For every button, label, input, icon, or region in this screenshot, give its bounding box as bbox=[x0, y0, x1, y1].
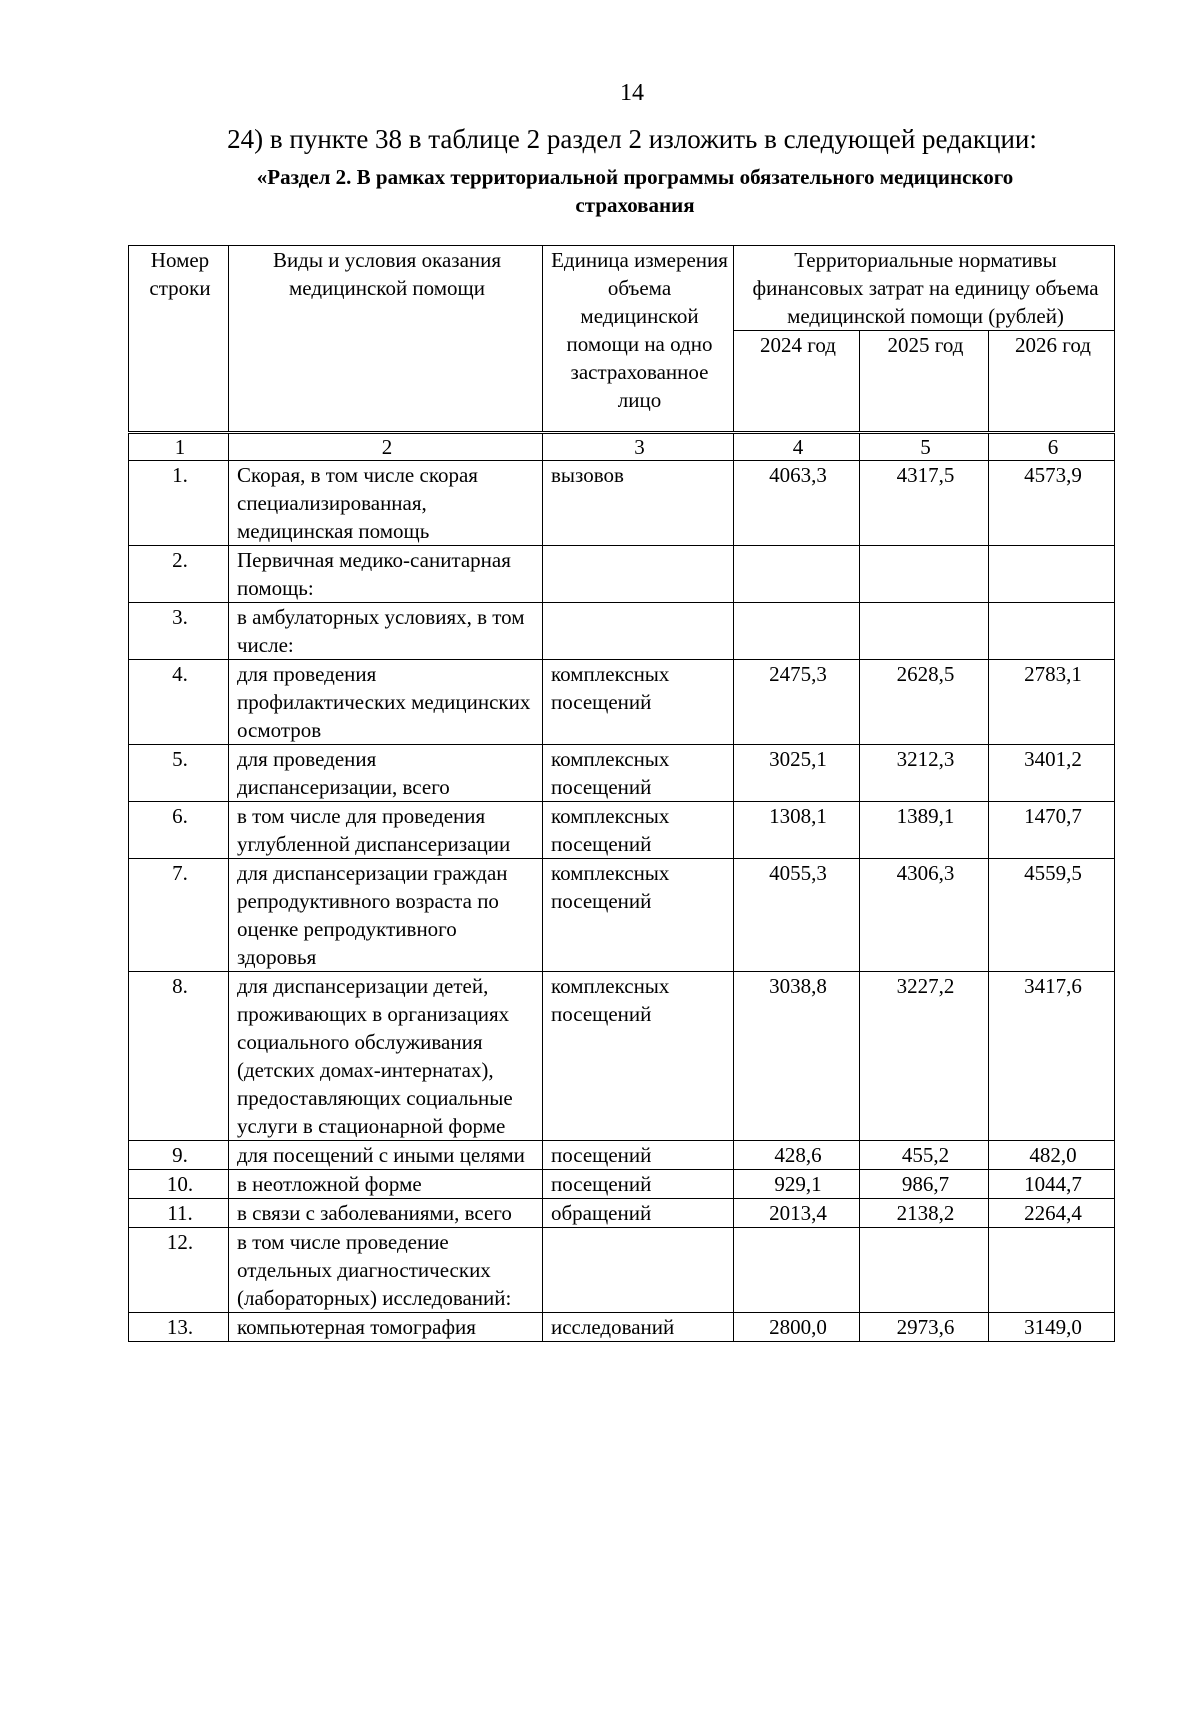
column-number: 2 bbox=[229, 433, 543, 461]
row-number-cell: 13. bbox=[129, 1313, 229, 1342]
header-row-number: Номер строки bbox=[129, 246, 229, 433]
unit-cell: комплексных посещений bbox=[543, 745, 734, 802]
row-number-cell: 4. bbox=[129, 660, 229, 745]
unit-cell: комплексных посещений bbox=[543, 859, 734, 972]
value-2024-cell: 428,6 bbox=[734, 1141, 860, 1170]
column-number: 6 bbox=[989, 433, 1115, 461]
value-2025-cell: 4317,5 bbox=[860, 461, 989, 546]
table-row bbox=[129, 1313, 1115, 1342]
unit-cell: комплексных посещений bbox=[543, 802, 734, 859]
table-row bbox=[129, 802, 1115, 859]
amendment-instruction: 24) в пункте 38 в таблице 2 раздел 2 изложить в следующей редакции: bbox=[227, 124, 1037, 154]
table-row bbox=[129, 745, 1115, 802]
row-number-cell: 8. bbox=[129, 972, 229, 1141]
care-type-cell: в том числе для проведения углубленной диспансеризации bbox=[229, 802, 543, 859]
row-number-cell: 10. bbox=[129, 1170, 229, 1199]
value-2026-cell: 1044,7 bbox=[989, 1170, 1115, 1199]
value-2025-cell bbox=[860, 1228, 989, 1313]
care-type-cell: для проведения диспансеризации, всего bbox=[229, 745, 543, 802]
row-number-cell: 3. bbox=[129, 603, 229, 660]
value-2026-cell: 3417,6 bbox=[989, 972, 1115, 1141]
care-type-cell: Первичная медико-санитарная помощь: bbox=[229, 546, 543, 603]
care-type-cell: для диспансеризации граждан репродуктивного возраста по оценке репродуктивного здоровья bbox=[229, 859, 543, 972]
value-2024-cell: 4055,3 bbox=[734, 859, 860, 972]
value-2026-cell: 2783,1 bbox=[989, 660, 1115, 745]
value-2024-cell: 2800,0 bbox=[734, 1313, 860, 1342]
value-2026-cell: 3401,2 bbox=[989, 745, 1115, 802]
value-2024-cell bbox=[734, 546, 860, 603]
value-2025-cell: 2628,5 bbox=[860, 660, 989, 745]
value-2024-cell: 3025,1 bbox=[734, 745, 860, 802]
value-2025-cell: 986,7 bbox=[860, 1170, 989, 1199]
value-2025-cell: 3227,2 bbox=[860, 972, 989, 1141]
value-2026-cell bbox=[989, 1228, 1115, 1313]
unit-cell: вызовов bbox=[543, 461, 734, 546]
table-row bbox=[129, 859, 1115, 972]
section-title-line-2: страхования bbox=[575, 193, 695, 217]
value-2024-cell bbox=[734, 603, 860, 660]
value-2025-cell: 2973,6 bbox=[860, 1313, 989, 1342]
table-row bbox=[129, 1228, 1115, 1313]
column-numbers-row bbox=[129, 433, 1115, 461]
value-2024-cell bbox=[734, 1228, 860, 1313]
value-2026-cell: 4573,9 bbox=[989, 461, 1115, 546]
unit-cell: посещений bbox=[543, 1170, 734, 1199]
value-2024-cell: 1308,1 bbox=[734, 802, 860, 859]
section-title bbox=[190, 163, 1080, 219]
unit-cell: исследований bbox=[543, 1313, 734, 1342]
row-number-cell: 9. bbox=[129, 1141, 229, 1170]
value-2026-cell: 4559,5 bbox=[989, 859, 1115, 972]
column-number: 4 bbox=[734, 433, 860, 461]
value-2025-cell: 1389,1 bbox=[860, 802, 989, 859]
table-row bbox=[129, 1170, 1115, 1199]
header-year-2026: 2026 год bbox=[989, 331, 1115, 433]
value-2025-cell: 2138,2 bbox=[860, 1199, 989, 1228]
value-2025-cell: 3212,3 bbox=[860, 745, 989, 802]
value-2025-cell bbox=[860, 603, 989, 660]
column-number: 3 bbox=[543, 433, 734, 461]
care-type-cell: в связи с заболеваниями, всего bbox=[229, 1199, 543, 1228]
value-2025-cell: 455,2 bbox=[860, 1141, 989, 1170]
value-2024-cell: 2013,4 bbox=[734, 1199, 860, 1228]
care-type-cell: компьютерная томография bbox=[229, 1313, 543, 1342]
column-number: 1 bbox=[129, 433, 229, 461]
value-2026-cell: 482,0 bbox=[989, 1141, 1115, 1170]
unit-cell: обращений bbox=[543, 1199, 734, 1228]
value-2024-cell: 3038,8 bbox=[734, 972, 860, 1141]
column-number: 5 bbox=[860, 433, 989, 461]
value-2025-cell bbox=[860, 546, 989, 603]
header-types: Виды и условия оказания медицинской помощи bbox=[229, 246, 543, 433]
value-2026-cell: 2264,4 bbox=[989, 1199, 1115, 1228]
table-row bbox=[129, 546, 1115, 603]
row-number-cell: 1. bbox=[129, 461, 229, 546]
care-type-cell: в неотложной форме bbox=[229, 1170, 543, 1199]
header-unit: Единица измерения объема медицинской помощи на одно застрахованное лицо bbox=[543, 246, 734, 433]
value-2026-cell: 3149,0 bbox=[989, 1313, 1115, 1342]
header-year-2025: 2025 год bbox=[860, 331, 989, 433]
care-type-cell: Скорая, в том числе скорая специализированная, медицинская помощь bbox=[229, 461, 543, 546]
row-number-cell: 7. bbox=[129, 859, 229, 972]
header-norms: Территориальные нормативы финансовых затрат на единицу объема медицинской помощи (рублей) bbox=[734, 246, 1115, 331]
value-2026-cell bbox=[989, 546, 1115, 603]
unit-cell: комплексных посещений bbox=[543, 972, 734, 1141]
value-2025-cell: 4306,3 bbox=[860, 859, 989, 972]
table-row bbox=[129, 1141, 1115, 1170]
page-number: 14 bbox=[620, 80, 644, 106]
table-row bbox=[129, 1199, 1115, 1228]
value-2026-cell: 1470,7 bbox=[989, 802, 1115, 859]
header-year-2024: 2024 год bbox=[734, 331, 860, 433]
care-type-cell: для посещений с иными целями bbox=[229, 1141, 543, 1170]
value-2024-cell: 4063,3 bbox=[734, 461, 860, 546]
unit-cell: посещений bbox=[543, 1141, 734, 1170]
financial-norms-table bbox=[128, 245, 1115, 1342]
care-type-cell: для проведения профилактических медицинских осмотров bbox=[229, 660, 543, 745]
unit-cell bbox=[543, 603, 734, 660]
care-type-cell: в амбулаторных условиях, в том числе: bbox=[229, 603, 543, 660]
unit-cell bbox=[543, 1228, 734, 1313]
section-title-line-1: «Раздел 2. В рамках территориальной программы обязательного медицинского bbox=[256, 165, 1014, 189]
value-2024-cell: 929,1 bbox=[734, 1170, 860, 1199]
value-2024-cell: 2475,3 bbox=[734, 660, 860, 745]
value-2026-cell bbox=[989, 603, 1115, 660]
row-number-cell: 5. bbox=[129, 745, 229, 802]
table-row bbox=[129, 461, 1115, 546]
table-row bbox=[129, 603, 1115, 660]
care-type-cell: для диспансеризации детей, проживающих в организациях социального обслуживания (детских домах-интернатах), предоставляющих социальные услуги в стационарной форме bbox=[229, 972, 543, 1141]
unit-cell bbox=[543, 546, 734, 603]
row-number-cell: 12. bbox=[129, 1228, 229, 1313]
unit-cell: комплексных посещений bbox=[543, 660, 734, 745]
table-row bbox=[129, 660, 1115, 745]
table-row bbox=[129, 972, 1115, 1141]
care-type-cell: в том числе проведение отдельных диагностических (лабораторных) исследований: bbox=[229, 1228, 543, 1313]
row-number-cell: 6. bbox=[129, 802, 229, 859]
row-number-cell: 2. bbox=[129, 546, 229, 603]
row-number-cell: 11. bbox=[129, 1199, 229, 1228]
